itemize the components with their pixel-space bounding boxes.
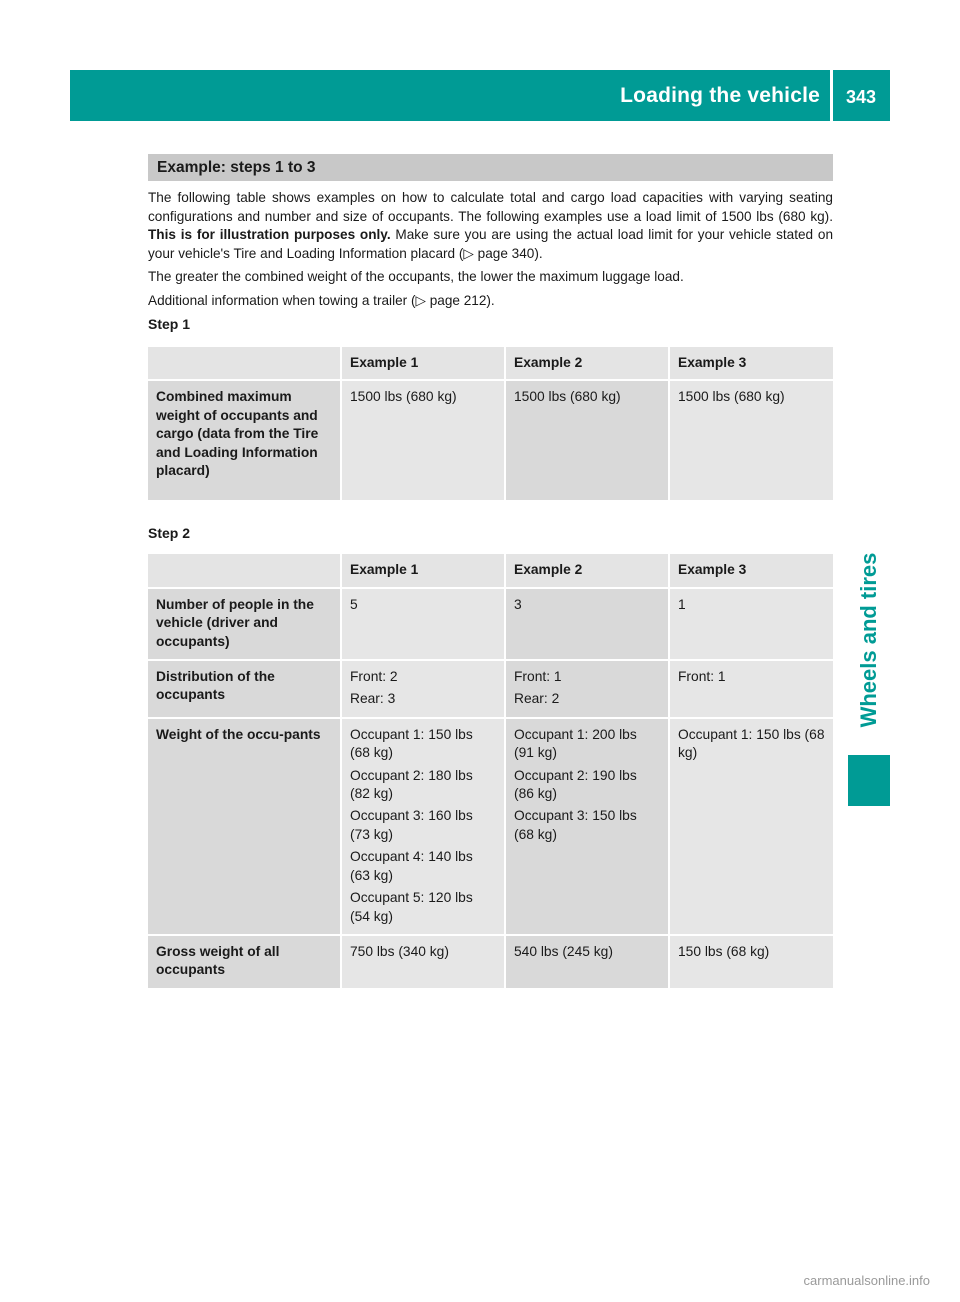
step1-header-row: [148, 347, 833, 380]
step1-table: [148, 347, 833, 502]
table-cell: [505, 660, 669, 718]
intro-text-a: The following table shows examples on how to calculate total and cargo load capacities with varying seating configurations and number and size of occupants. The following examples use a load limit of 1500 lbs (680 kg).: [148, 190, 833, 224]
table-cell: [669, 588, 833, 660]
cell-value: Occupant 3: 150 lbs (68 kg): [514, 808, 637, 842]
step1-header-example3: Example 3: [669, 347, 833, 380]
step1-header-example2: Example 2: [505, 347, 669, 380]
row-label: Combined maximum weight of occupants and cargo (data from the Tire and Loading Information placard): [148, 380, 341, 501]
intro-paragraph: [148, 189, 833, 263]
table-row: [148, 718, 833, 935]
step1-label: Step 1: [148, 316, 191, 332]
cell-value: Rear: 3: [350, 691, 396, 707]
cell-value: Occupant 5: 120 lbs (54 kg): [350, 890, 473, 924]
step2-header-blank: [148, 554, 341, 587]
cell-value: 540 lbs (245 kg): [514, 943, 613, 959]
cell-value: 5: [350, 596, 358, 612]
table-cell: [505, 718, 669, 935]
row-label: Weight of the occu-pants: [148, 718, 341, 935]
table-cell: [341, 660, 505, 718]
chapter-title: Loading the vehicle: [620, 84, 820, 107]
table-row: [148, 935, 833, 989]
side-tab-label: Wheels and tires: [856, 552, 881, 728]
intro-text-b: Make sure you are using the actual load limit for your vehicle stated on your vehicle's Tire and Loading Information placard (▷ page 340).: [148, 227, 833, 261]
cell-value: Occupant 2: 180 lbs (82 kg): [350, 767, 473, 802]
cell-value: Occupant 1: 200 lbs (91 kg): [514, 726, 637, 761]
page-number: 343: [845, 87, 877, 107]
step2-table: [148, 554, 833, 989]
table-cell: [341, 935, 505, 989]
table-cell: [669, 660, 833, 718]
watermark: carmanualsonline.info: [803, 1273, 930, 1288]
step2-header-example2: Example 2: [505, 554, 669, 587]
header-divider: [830, 70, 833, 121]
cell-value: 1500 lbs (680 kg): [350, 389, 457, 405]
section-side-tab: [848, 540, 890, 740]
cell-value: 1500 lbs (680 kg): [678, 389, 785, 405]
step2-header-row: [148, 554, 833, 587]
cell-value: 1500 lbs (680 kg): [514, 389, 621, 405]
table-cell: [505, 588, 669, 660]
cell-value: Occupant 1: 150 lbs (68 kg): [350, 726, 473, 761]
cell-value: 150 lbs (68 kg): [678, 943, 770, 959]
section-heading: Example: steps 1 to 3: [148, 154, 833, 181]
table-row: [148, 660, 833, 718]
trailer-note-paragraph: Additional information when towing a trailer (▷ page 212).: [148, 292, 495, 308]
row-label: Gross weight of all occupants: [148, 935, 341, 989]
table-cell: [669, 718, 833, 935]
table-cell: [669, 380, 833, 501]
cell-value: Occupant 2: 190 lbs (86 kg): [514, 767, 637, 802]
cell-value: 1: [678, 596, 686, 612]
table-cell: [505, 380, 669, 501]
row-label: Number of people in the vehicle (driver and occupants): [148, 588, 341, 660]
cell-value: Occupant 4: 140 lbs (63 kg): [350, 849, 473, 883]
table-cell: [341, 380, 505, 501]
table-cell: [341, 718, 505, 935]
table-row: [148, 380, 833, 501]
weight-note-paragraph: The greater the combined weight of the occupants, the lower the maximum luggage load.: [148, 269, 684, 284]
step2-label: Step 2: [148, 525, 191, 542]
row-label: Distribution of the occupants: [148, 660, 341, 718]
step1-header-example1: Example 1: [341, 347, 505, 380]
cell-value: Front: 1: [678, 669, 726, 685]
intro-emphasis: This is for illustration purposes only.: [148, 227, 391, 242]
cell-value: Occupant 3: 160 lbs (73 kg): [350, 808, 473, 842]
cell-value: Front: 1: [514, 669, 562, 685]
side-tab-marker: [848, 755, 890, 806]
table-cell: [505, 935, 669, 989]
table-cell: [341, 588, 505, 660]
step1-header-blank: [148, 347, 341, 380]
cell-value: Front: 2: [350, 669, 398, 685]
cell-value: Occupant 1: 150 lbs (68 kg): [678, 726, 825, 761]
page-header: [70, 70, 890, 121]
cell-value: 3: [514, 596, 522, 612]
cell-value: Rear: 2: [514, 691, 560, 707]
step2-header-example3: Example 3: [669, 554, 833, 587]
page-content: [148, 154, 833, 990]
table-row: [148, 588, 833, 660]
cell-value: 750 lbs (340 kg): [350, 943, 449, 959]
step2-header-example1: Example 1: [341, 554, 505, 587]
table-cell: [669, 935, 833, 989]
